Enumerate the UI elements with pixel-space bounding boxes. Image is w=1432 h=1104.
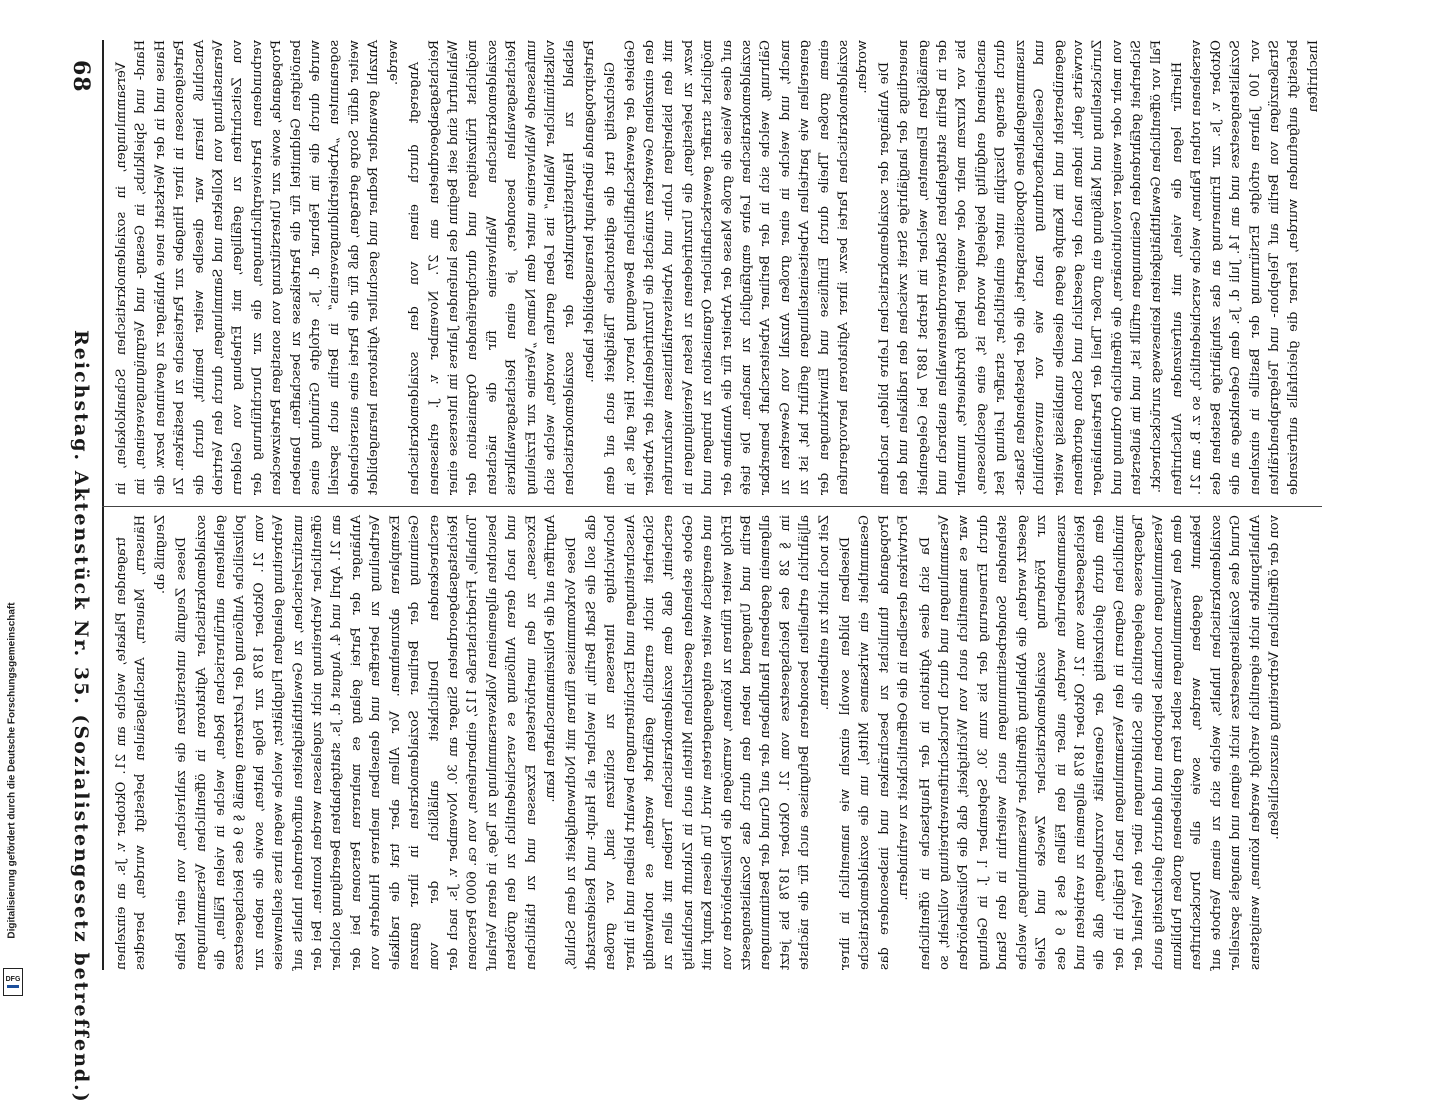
paragraph: Dieses Zeugniß unterstützen die zahlreichen, von einer Reihe sozialdemokratischer Agitatoren in öffentlichen Versammlungen gehaltenen aufrührerischen Reden, welche in vielen Fällen, die polizeiliche Auflösung der Letzteren gemäß § 9 des Reichsgesetzes vom 21. Oktober 1878 zur Folge hatten, sowie die neben zur Verbreitung gelangten Flugblätter, welche wegen ihres stellenweise umstürzlerischen, zu Gewaltthätigkeiten auffordernden Inhalts auf öffentlicher Verbreitung nicht zugelassen werden konnten. Bei der am 21. April und 4. August d. Js. stattgehabten Beerdigung solcher Anhänger der Partei gelang es mehreren Personen bei der Vertheilung zu betreffen und denselben mehrere Hunderte von Exemplaren abzunehmen. Vor Allem aber trat die radikale Gesinnung der Berliner Sozialdemokraten in ihrer ganzen erschreckenden Deutlichkeit anläßlich der vom Reichstagsabgeordneten Singer am 30. November v. Js. nach der Tonhalle, Friedrichstraße 112, einberufenen, von ca. 6000 Personen besuchten allgemeinen Volksversammlung zu Tage, in deren Verlauf und nach deren Auflösung es verschiedentlich zu den gröbsten Excessen, zu den unerhörtesten Exzessen und zu thätlichen Angriffen auf die Polizeimannschaften kam. (174, 515, 558, 970)
text-column-left (112, 40, 1321, 495)
page-number: 68 (68, 60, 94, 93)
paragraph: Hierfür legen die vielen, mit aufreizenden Aufschriften versehenen rothen Fahnen, welche verschiedentlich, so z. B. am 21. Oktober v. Js. zur Erinnerung an das zehnjährige Bestehen des Sozialistengesetzes und am 14. Juli d. Js. dem Gedenktage an die vor 100 Jahren erfolgte Erstürmung der Bastille in einzelnen Straßenzügen von Berlin auf Telephon- und Telegraphendrähten befestigt aufgefunden wurden, ferner die gleichfalls aufreizende Inschriften (1169, 40, 1321, 495)
paragraph: Dieselben bilden sowohl einzeln wie namentlich in ihrer Gesammtheit ein wirksames Mittel, um die sozialdemokratische Propaganda thunlichst zu beschränken und insbesondere das Fortwirken derselben in die Oeffentlichkeit zu verhindern. (838, 515, 912, 970)
dfg-logo (3, 968, 23, 996)
paragraph: Diese Vorkommnisse führen mit Nothwendigkeit zu dem Schluß, daß soll die Stadt Berlin, in welcher als Haupt- und Residenzstadt hochwichtige Interessen zu schützen sind, vor großen Ausschreitungen und Erschütterungen bewahrt bleiben und in ihrer Sicherheit nicht ernstlich gefährdet werden, es nothwendig erscheint, daß dem sozialdemokratischen Treiben mit allen zu Gebote stehenden gesetzlichen Mitteln auch in Zukunft nachhaltig und energisch weiter entgegengetreten wird. Um diesen Kampf mit Erfolg weiter führen zu können, vermögen die Polizeibehörden von Berlin und Umgegend neben den durch das Sozialistengesetz allgemein gegebenen Handhaben der auf Grund der Bestimmungen im § 28 des Reichsgesetzes vom 21. Oktober 1878 bis jetzt alljährlich ertheilten besonderen Befugnisse auch für die nächste Zeit noch nicht zu entbehren. (564, 515, 832, 970)
header-rule (102, 40, 104, 970)
dfg-logo-text: DFG (5, 976, 21, 983)
paragraph: Gleichzeitig trat die agitatorische Thätigkeit auch auf dem Gebiete der gewerkschaftlichen Bewegung hervor. Hier galt es, in den einzelnen Gewerken zunächst die Unzufriedenheit der Arbeiter mit den bisherigen Lohn- und Arbeitsverhältnissen wachzurufen bezw. zu befestigen, die Unzufriedenen zu festen Vereinigungen in möglichst straffer gewerkschaftlicher Organisation zu bringen und auf diese Weise die große Masse der Arbeiter für die Annahme der sozialdemokratischen Lehre empfänglich zu machen. Die tiefe Gährung, welche sich in der Berliner Arbeiterschaft bemerkbar macht, und welche in einer großen Anzahl von Gewerken zu generellen wie partiellen Arbeitseinstellungen geführt hat, ist zu einem großen Theile durch Einflüsse und Einwirkungen der sozialdemokratischen Partei bezw. ihrer Agitatoren hervorgerufen worden. (603, 40, 871, 495)
digitization-note (2, 575, 22, 975)
column-divider (102, 506, 1322, 507)
paragraph: Da sich diese Agitation in der Hauptsache in öffentlichen Versammlungen und durch Druckschriftenverbreitung vollzieht, so war es namentlich auch von Wichtigkeit, daß die Polizeibehörden durch Erneuerung der bis zum 30. September l. J. in Geltung stehenden Sonderbestimmungen auch weiterhin in den Stand gesetzt werden, die Abhaltung öffentlicher Versammlungen, welche zur Förderung sozialdemokratischer Zwecke und Ziele zusammenberufen werden, außer in den Fällen des § 9 des Reichsgesetzes vom 21. Oktober 1878 allgemein zu verbieten und dem durch gleichzeitig der Generalität vorzubeugen, daß die mündlichen Gegnern in den Versammlungen nach träglich in der Tagespresse gelegentlich die Schilderungen über den Verlauf der Versammlungen nochmals beiproben und dadurch gleichzeitig auch dem den Versammlungen selbst fern gebliebenen großen Publikum bekannt gegeben werden, sowie alle Druckschriften sozialdemokratischen Inhalts, welche sich zu einem Verbote auf Grund des Sozialistengesetzes nicht eignen und mangels spezieller Anhaltspunkte nicht eigentlich verfolgt werden können, wenigstens von der öffentlichen Verbreitung auszuschließen. (917, 515, 1282, 970)
paragraph: Die Anhänger der sozialdemokratischen Lehre bilden, nachdem neuerdings der langjährige Streit zwischen den radikalen und den gemäßigten Elementen, welcher im Herbst 1887 bei Gelegenheit der in Berlin stattgehabten Stadtverordnetenwahlen ausbrach und bis vor Kurzem mehr oder weniger heftig fortdauerte, nunmehr anscheinend endgültig beigelegt worden ist, eine geschlossene, durch strenge Disziplin unter einheitlicher, straffer Leitung fest zusammengehaltene Oppositionspartei, die der bestehenden Staats- und Gesellschaftsordnung nach wie vor unversöhnlich gegenübersteht und im Kampfe gegen dieselbe unablässig weiter vorwärts geht, indem nach der gesetzlich und Schon getroffenen Zurückstellung und Mäßigung ein großer Theil der Parteianhänger von mehr oder weniger revolutionären, die öffentliche Ordnung und Sicherheit gefährdenden Gesinnungen erfüllt ist, und im äußersten Fall vor öffentlichen Gewaltthätigkeiten keineswegs zurückschreckt. (876, 40, 1164, 495)
digitization-note-text: Digitalisierung gefördert durch die Deutsche Forschungsgemeinschaft (6, 602, 18, 939)
paragraph: Versammlungen, in sozialdemokratischen Schanklokalen, in Hand- und Spielklubs, in Gesang- und Vergnügungsvereinen, im Hause und in der Werkstatt neue Anhänger zu gewinnen bezw. die Parteigenossen in ihrer Hingabe zur Parteisache zu bestärken. Zu Anschluß hieran war dieselbe weiter bemüht, durch die Veranstaltung von Kollekten und Sammlungen, durch den Vertrieb von Zeitschriften zu gefälligen, mit Erhebung von Geldern verbundenen Parteiverpflichtungen, die zur Durchführung der Propaganda, sowie zur Unterstützung von sonstigen Parteizwecken benötigten Geldmittel für die Parteikasse zu beschaffen. Daneben wurde durch die im Februar d. Js. erfolgte Gründung eines sogenannten „Arbeiterbildungsvereins“ in Berlin auch speziell weiter dafür Sorge getragen, daß für die Partei eine ausreichende Anzahl gewandter Redner und geschulter Agitatoren herangebildet werde. (114, 40, 401, 495)
paragraph: tragenden Plakate, welche am 21. Oktober v. Js. an einzelnen Häusern, Mauern, Anschlagsäulen befestigt wurden, beredtes Zeugniß ab. (114, 515, 168, 970)
paragraph: Angeregt durch einen von den sozialdemokratischen Reichstagsabgeordneten am 27. November v. J. erlassenen Wahlaufruf sind seit Beginn des laufenden Jahres im Interesse einer möglichst frühzeitigen und durchgreifenden Organisation der sozialdemokratischen Wahlvereine für die nächsten Reichstagswahlen besondere, je einen Reichstagswahlkreis umfassende Wahlvereine unter dem Namen „Vereine zur Erzielung volksthümlicher Wahlen“ ins Leben gerufen worden, welche sich alsbald zu Hauptstützpunkten der sozialdemokratischen Parteipropaganda überhaupt herausgebildet haben. (407, 40, 597, 495)
running-title: Reichstag. Aktenstück Nr. 35. (Sozialistengesetz betreffend.) (70, 330, 92, 1104)
text-column-right (112, 515, 1317, 970)
dfg-logo-bar (7, 985, 19, 988)
